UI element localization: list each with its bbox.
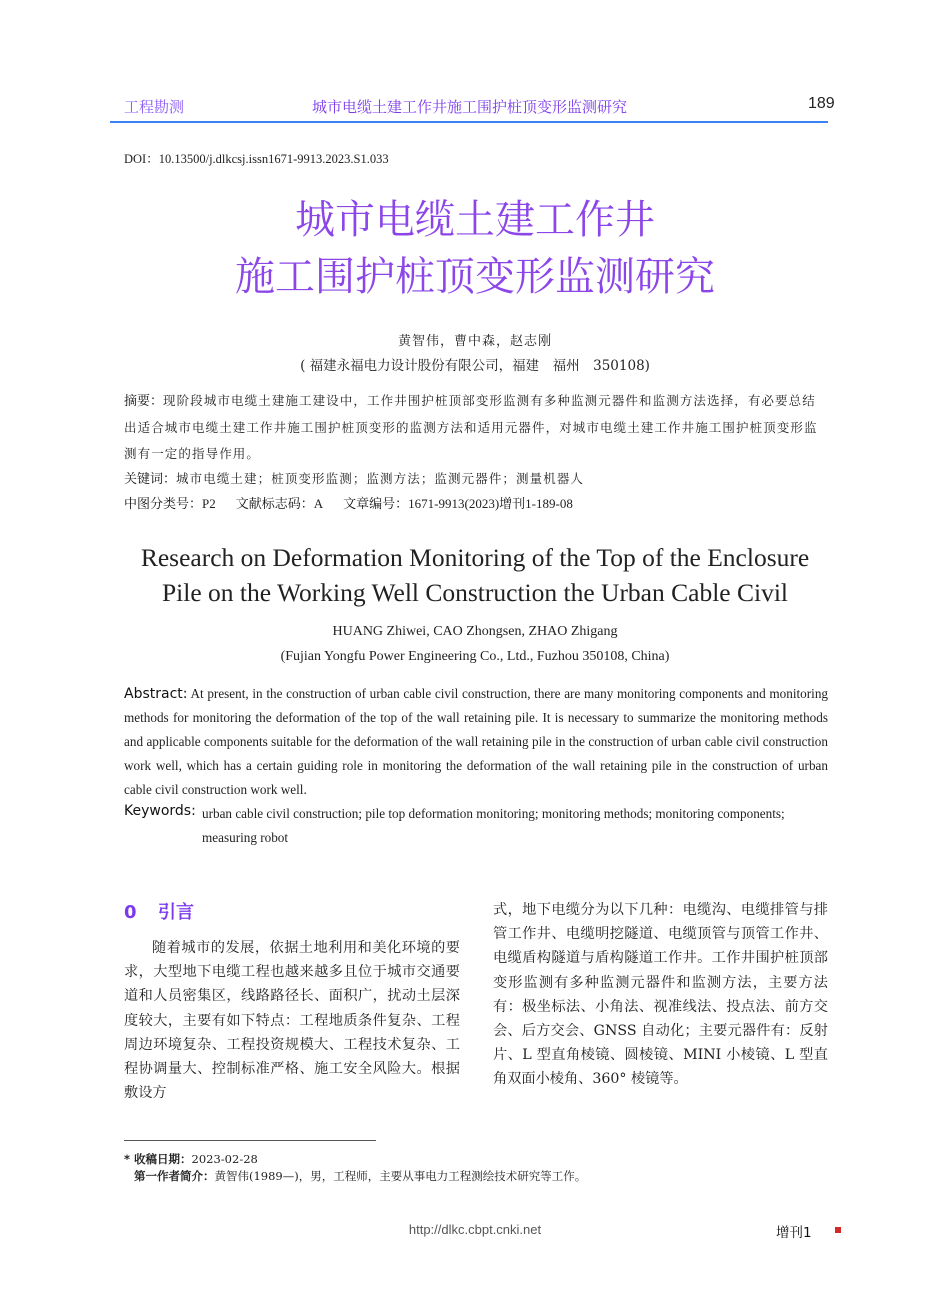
article-no-value: 1671-9913(2023)增刊1-189-08: [408, 496, 573, 511]
intro-paragraph-right: 式，地下电缆分为以下几种：电缆沟、电缆排管与排管工作井、电缆明挖隧道、电缆顶管与顶管工作井、电缆盾构隧道与盾构隧道工作井。工作井围护桩顶部变形监测有多种监测元器件和监测方法，主要方法有：极坐标法、小角法、视准线法、投点法、前方交会、后方交会、GNSS 自动化；主要元器件有：反射片、L 型直角棱镜、圆棱镜、MINI 小棱镜、L 型直角双面小棱角、360° 棱镜等。: [493, 902, 828, 1088]
footnote-received: [124, 1151, 258, 1167]
abstract-en: [124, 682, 828, 802]
section-title: 引言: [158, 902, 194, 923]
classification: [124, 491, 828, 518]
footnote-rule: [124, 1140, 376, 1141]
header-rule: [110, 121, 828, 123]
received-date: 2023-02-28: [191, 1152, 258, 1166]
title-cn-line2: 施工围护桩顶变形监测研究: [235, 254, 715, 300]
affiliation-en: (Fujian Yongfu Power Engineering Co., Ltd., Fuzhou 350108, China): [280, 649, 670, 664]
issue-label: 增刊1: [776, 1225, 812, 1241]
keywords-cn-label: 关键词：: [124, 472, 177, 487]
intro-paragraph-left: 随着城市的发展，依据土地利用和美化环境的要求，大型地下电缆工程也越来越多且位于城市交通要道和人员密集区，线路路径长、面积广，扰动土层深度较大，主要有如下特点：工程地质条件复杂、工程周边环境复杂、工程投资规模大、工程技术复杂、工程协调量大、控制标准严格、施工安全风险大。根据敷设方: [124, 940, 460, 1102]
title-cn-line1: 城市电缆土建工作井: [295, 197, 655, 243]
received-label: * 收稿日期：: [124, 1152, 192, 1166]
keywords-cn-text: 城市电缆土建；桩顶变形监测；监测方法；监测元器件；测量机器人: [176, 471, 585, 486]
title-en-line1: Research on Deformation Monitoring of the Top of the Enclosure: [140, 543, 810, 572]
footnote-author: [134, 1168, 586, 1184]
authors-en: HUANG Zhiwei, CAO Zhongsen, ZHAO Zhigang: [332, 624, 618, 639]
abstract-en-text: At present, in the construction of urban cable civil construction, there are many monitoring components and monitoring methods for monitoring the deformation of the top of the wall retaining pile. It is necessary to summarize the monitoring methods and applicable components suitable for the deformation of the wall retaining pile in the construction of urban cable civil construction work well, which has a certain guiding role in monitoring the deformation of the wall retaining pile in the construction of urban cable civil construction work well.: [124, 686, 829, 797]
abstract-en-label: Abstract:: [124, 686, 188, 702]
running-title: 城市电缆土建工作井施工围护桩顶变形监测研究: [312, 98, 628, 116]
clc-value: P2: [202, 496, 216, 511]
doc-code-label: 文献标志码：: [235, 497, 314, 512]
doc-code-value: A: [313, 496, 324, 511]
abstract-cn-label: 摘要：: [124, 394, 164, 409]
author-bio: 黄智伟(1989—)，男，工程师，主要从事电力工程测绘技术研究等工作。: [214, 1169, 587, 1183]
author-bio-label: 第一作者简介：: [134, 1169, 215, 1183]
abstract-cn: [124, 388, 828, 467]
doi: DOI：10.13500/j.dlkcsj.issn1671-9913.2023.S1.033: [124, 152, 389, 166]
clc-label: 中图分类号：: [124, 497, 203, 512]
footer-marker: [835, 1227, 841, 1233]
journal-name: 工程勘测: [124, 98, 185, 116]
page-number: 189: [808, 95, 835, 112]
keywords-en-label: Keywords:: [124, 803, 196, 819]
journal-url[interactable]: http://dlkc.cbpt.cnki.net: [408, 1222, 542, 1237]
affiliation-cn: ( 福建永福电力设计股份有限公司，福建 福州 350108): [300, 358, 650, 374]
section-number: 0: [124, 902, 137, 923]
title-en-line2: Pile on the Working Well Construction the Urban Cable Civil: [161, 578, 788, 607]
keywords-cn: [124, 466, 828, 493]
abstract-cn-text: 现阶段城市电缆土建施工建设中，工作井围护桩顶部变形监测有多种监测元器件和监测方法选择，有必要总结出适合城市电缆土建工作井施工围护桩顶变形的监测方法和适用元器件，对城市电缆土建工作井施工围护桩顶变形监测有一定的指导作用。: [124, 393, 818, 461]
section-heading: [124, 898, 194, 924]
authors-cn: 黄智伟，曹中森，赵志刚: [397, 334, 552, 349]
keywords-en-text: urban cable civil construction; pile top deformation monitoring; monitoring methods; monitoring components; measuring robot: [202, 806, 785, 845]
article-no-label: 文章编号：: [343, 497, 409, 512]
